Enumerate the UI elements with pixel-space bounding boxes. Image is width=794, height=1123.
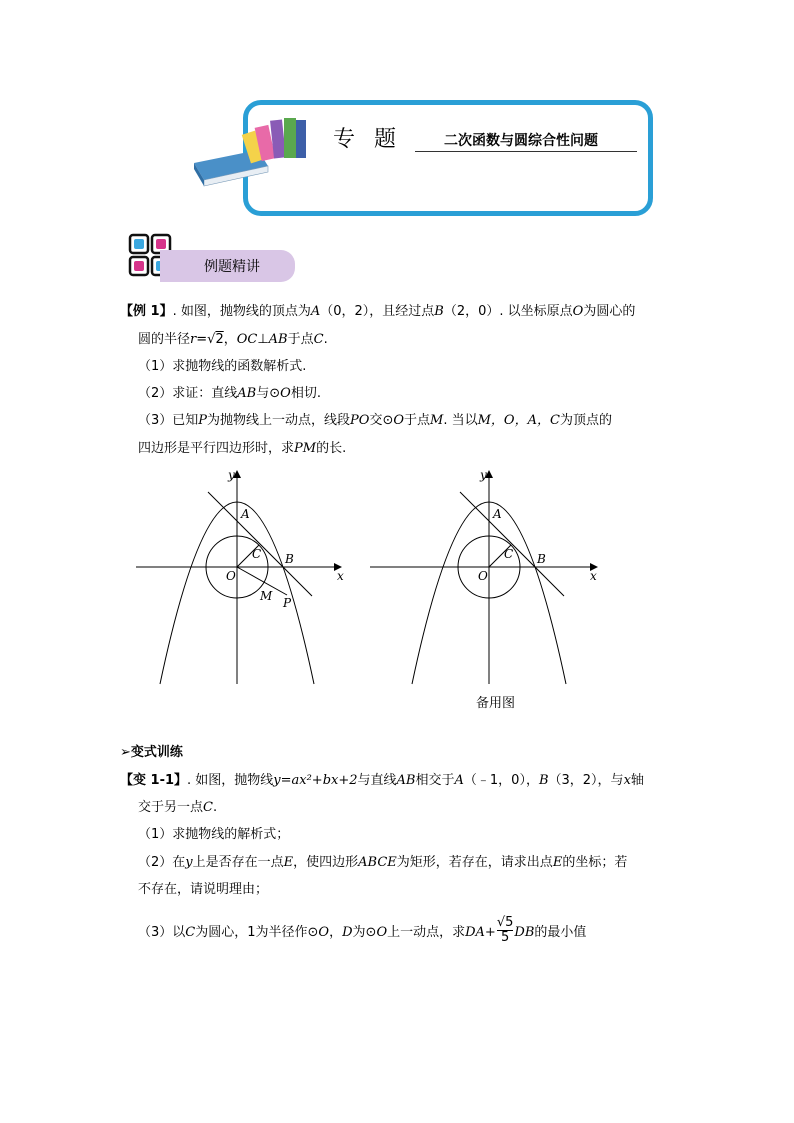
label-C: C xyxy=(504,547,514,561)
sqrt-symbol: √ xyxy=(207,332,216,347)
title-underline xyxy=(415,151,637,152)
label-x: x xyxy=(590,569,597,583)
variant-tag: 【变 1-1】 xyxy=(120,773,188,788)
figure-2 xyxy=(362,462,602,692)
example1-q2: （2）求证：直线AB与⊙O相切. xyxy=(138,386,321,401)
page-subtitle: 二次函数与圆综合性问题 xyxy=(444,133,598,149)
label-B: B xyxy=(537,552,546,566)
line-AB xyxy=(460,492,564,596)
example1-line2: 圆的半径r=√2，OC⊥AB于点C. xyxy=(138,332,328,347)
variant-line2: 交于另一点C. xyxy=(138,800,218,815)
label-A: A xyxy=(241,507,250,521)
variant-line1: 【变 1-1】. 如图，抛物线y=ax²+bx+2与直线AB相交于A（﹣1，0），B（3，2），与x轴 xyxy=(120,773,644,788)
variant-q1: （1）求抛物线的解析式； xyxy=(138,827,290,842)
figure-2-caption: 备用图 xyxy=(476,696,516,711)
label-P: P xyxy=(283,596,292,610)
page-title: 专 题 xyxy=(333,127,402,152)
label-O: O xyxy=(226,569,236,583)
label-B: B xyxy=(285,552,294,566)
arrow-icon: ➢ xyxy=(120,745,131,760)
fraction xyxy=(497,916,514,945)
example1-q3-line1: （3）已知P为抛物线上一动点，线段PO交⊙O于点M. 当以M，O，A，C为顶点的 xyxy=(138,413,612,428)
books-illustration xyxy=(188,108,318,188)
label-O: O xyxy=(478,569,488,583)
variant-q2-line2: 不存在，请说明理由； xyxy=(138,882,269,897)
fraction-numerator: √5 xyxy=(496,915,514,930)
section-title: 例题精讲 xyxy=(204,259,260,275)
example1-line1: 【例 1】. 如图，抛物线的顶点为A（0，2），且经过点B（2，0）. 以坐标原点O为圆心的 xyxy=(120,304,636,319)
label-M: M xyxy=(260,589,273,603)
label-C: C xyxy=(252,547,262,561)
label-y: y xyxy=(480,468,487,482)
example1-q3-line2: 四边形是平行四边形时，求PM的长. xyxy=(138,441,347,456)
variant-heading: ➢变式训练 xyxy=(120,745,183,760)
label-A: A xyxy=(493,507,502,521)
figure-1 xyxy=(130,462,360,692)
label-y: y xyxy=(228,468,235,482)
label-x: x xyxy=(337,569,344,583)
variant-q3: （3）以C为圆心，1为半径作⊙O，D为⊙O上一动点，求DA+ $\frac{√5}{5}$ DB的最小值 xyxy=(138,915,587,945)
example1-q1: （1）求抛物线的函数解析式. xyxy=(138,359,307,374)
variant-q2-line1: （2）在y上是否存在一点E，使四边形ABCE为矩形，若存在，请求出点E的坐标；若 xyxy=(138,855,628,870)
example1-tag: 【例 1】 xyxy=(120,304,173,319)
fraction-denominator: 5 xyxy=(500,930,510,945)
